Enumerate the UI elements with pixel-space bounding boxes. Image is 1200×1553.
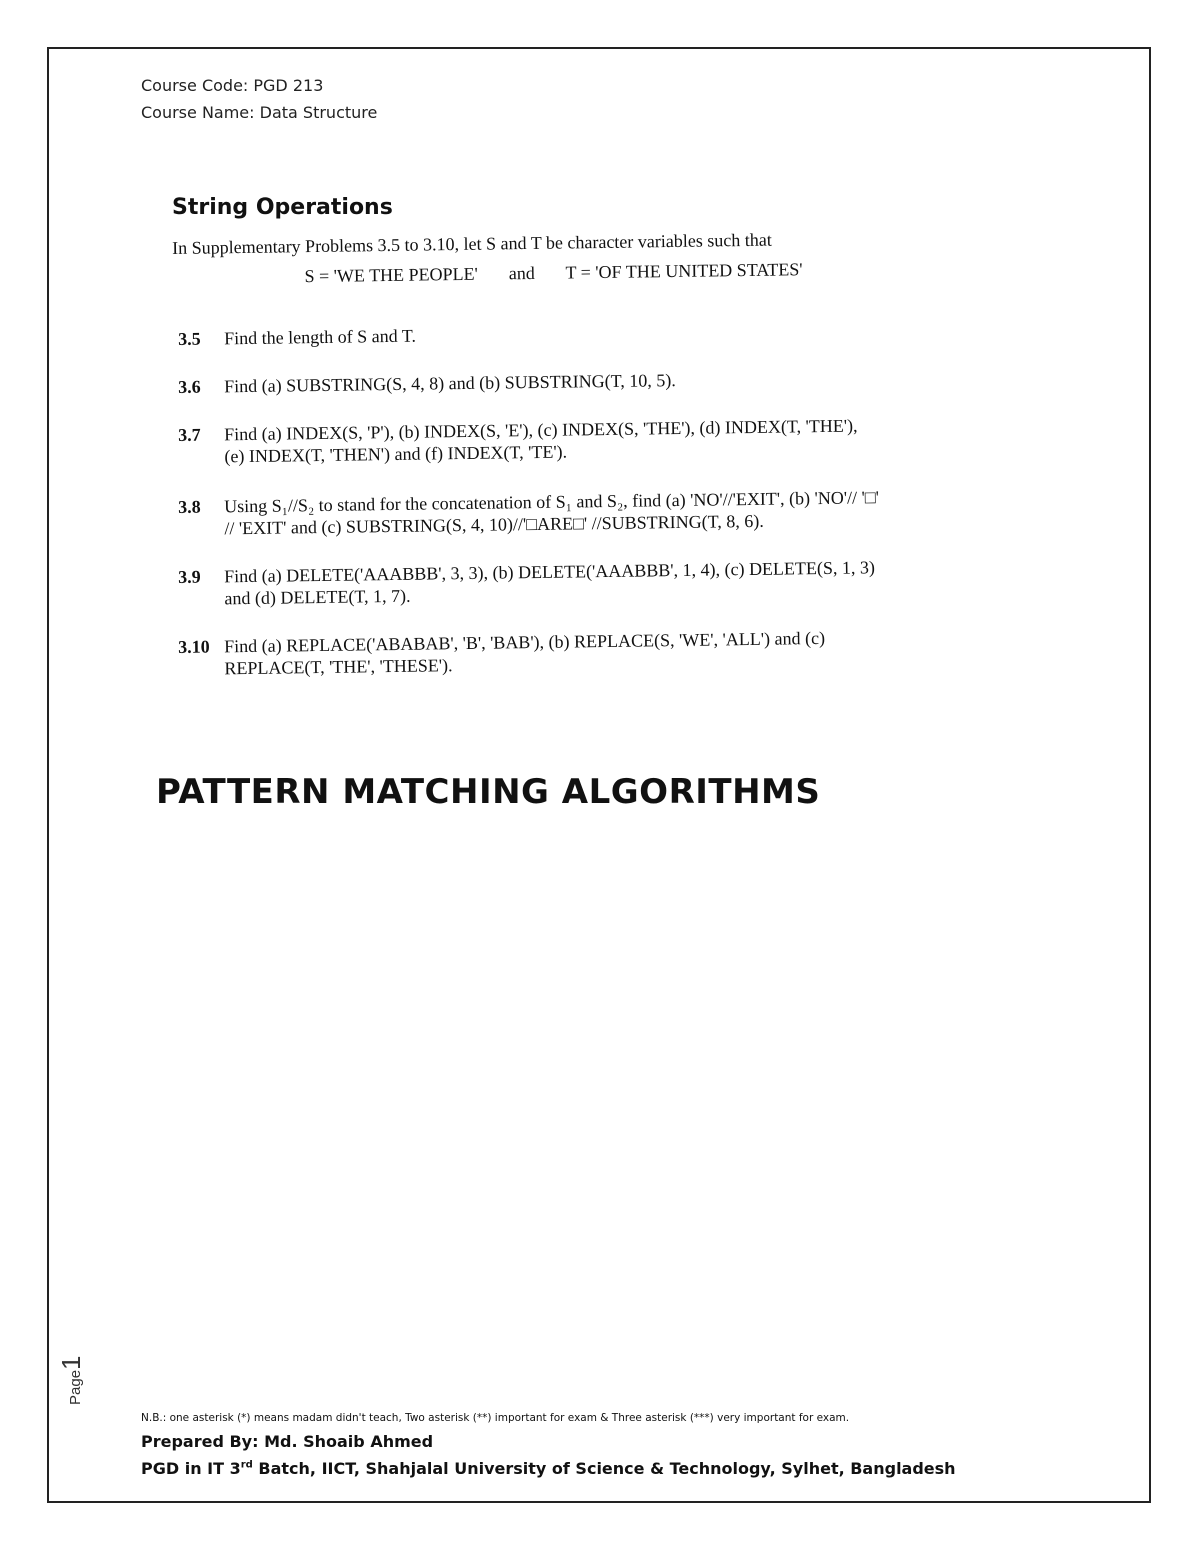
problem-line: // 'EXIT' and (c) SUBSTRING(S, 4, 10)//'□ARE□' //SUBSTRING(T, 8, 6). (224, 510, 764, 539)
section-title: String Operations (172, 195, 393, 220)
chapter-title: PATTERN MATCHING ALGORITHMS (156, 772, 821, 812)
problem-line: Find the length of S and T. (224, 325, 417, 349)
problem-line: Find (a) INDEX(S, 'P'), (b) INDEX(S, 'E'), (c) INDEX(S, 'THE'), (d) INDEX(T, 'THE'), (224, 415, 858, 445)
page-word: Page (67, 1369, 84, 1405)
s-definition: S = 'WE THE PEOPLE' (304, 263, 478, 287)
prepared-by: Prepared By: Md. Shoaib Ahmed (141, 1432, 434, 1451)
problem-number: 3.10 (178, 636, 210, 657)
problem-number: 3.6 (178, 376, 201, 397)
problem-line: (e) INDEX(T, 'THEN') and (f) INDEX(T, 'TE'). (224, 441, 568, 467)
and-word: and (508, 262, 535, 284)
institution-line (141, 1459, 956, 1478)
problem-line: and (d) DELETE(T, 1, 7). (224, 585, 411, 609)
problem-number: 3.5 (178, 328, 201, 349)
course-header (141, 72, 377, 126)
problem-line: Find (a) SUBSTRING(S, 4, 8) and (b) SUBSTRING(T, 10, 5). (224, 370, 676, 397)
institution-prefix: PGD in IT 3 (141, 1459, 241, 1478)
page-number-label (56, 1345, 96, 1405)
intro-line: In Supplementary Problems 3.5 to 3.10, let S and T be character variables such that (172, 229, 772, 258)
institution-suffix: Batch, IICT, Shahjalal University of Science & Technology, Sylhet, Bangladesh (252, 1459, 956, 1478)
problem-number: 3.8 (178, 496, 201, 517)
problem-line: Find (a) DELETE('AAABBB', 3, 3), (b) DELETE('AAABBB', 1, 4), (c) DELETE(S, 1, 3) (224, 557, 876, 587)
problem-line: REPLACE(T, 'THE', 'THESE'). (224, 655, 453, 679)
footnote: N.B.: one asterisk (*) means madam didn't teach, Two asterisk (**) important for exam & Three asterisk (***) very important for exam. (141, 1412, 850, 1424)
course-name: Course Name: Data Structure (141, 103, 378, 122)
t-definition: T = 'OF THE UNITED STATES' (565, 259, 803, 283)
problem-number: 3.9 (178, 566, 201, 587)
problem-number: 3.7 (178, 424, 201, 445)
problem-line: Using S₁//S₂ to stand for the concatenation of S₁ and S₂, find (a) 'NO'//'EXIT', (b) 'NO'// '□' (224, 487, 880, 517)
problem-line: Find (a) REPLACE('ABABAB', 'B', 'BAB'), (b) REPLACE(S, 'WE', 'ALL') and (c) (224, 627, 826, 657)
page-number: 1 (56, 1355, 86, 1370)
course-code: Course Code: PGD 213 (141, 76, 324, 95)
ordinal-suffix: rd (240, 1459, 253, 1471)
